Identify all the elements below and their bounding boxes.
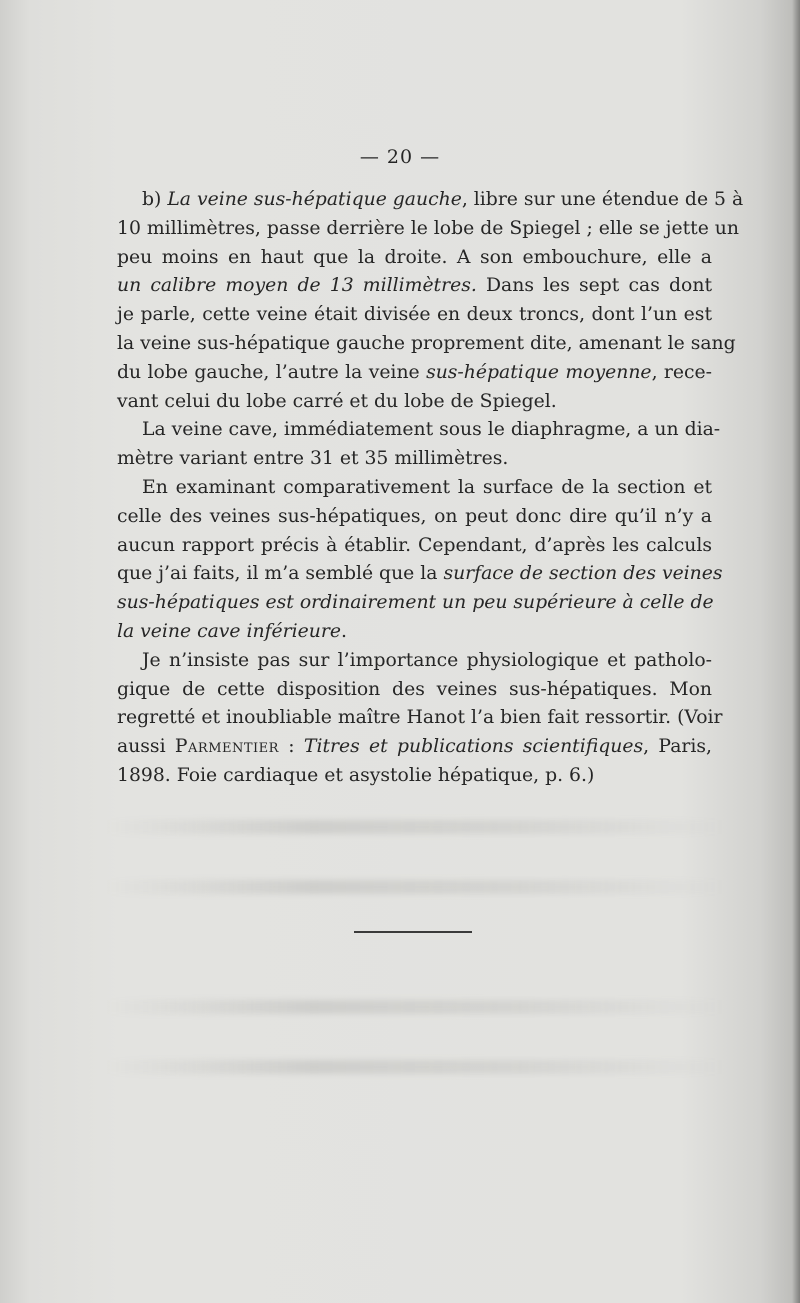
italic-text: surface de section des veines — [443, 563, 723, 585]
italic-text: un calibre moyen de 13 millimètres. — [117, 275, 477, 297]
text-line — [117, 618, 712, 647]
text-span: . — [340, 620, 347, 642]
text-span: aussi — [117, 736, 175, 758]
italic-text: La veine sus-hépatique gauche — [167, 189, 462, 210]
text-line: Je n’insiste pas sur l’importance physiologique et patholo- — [142, 649, 712, 671]
text-span: que j’ai faits, il m’a semblé que la — [117, 563, 444, 585]
text-line: peu moins en haut que la droite. A son embouchure, elle a — [117, 246, 712, 268]
text-line — [117, 733, 712, 762]
text-line — [117, 359, 712, 388]
text-span: du lobe gauche, l’autre la veine — [117, 361, 427, 383]
author-name: Parmentier — [174, 736, 279, 758]
text-span: , Paris, — [643, 736, 712, 758]
bleed-through-shadow — [105, 820, 725, 834]
paragraph-left-hepatic-vein — [117, 186, 744, 416]
text-line: la veine sus-hépatique gauche proprement dite, amenant le sang — [117, 332, 736, 354]
bleed-through-shadow — [105, 880, 725, 894]
italic-text: Titres et publications scientifiques — [303, 736, 644, 758]
bleed-through-shadow — [105, 1060, 725, 1074]
text-span: , libre sur une étendue de 5 à — [461, 189, 744, 210]
italic-text: la veine cave inférieure — [117, 620, 341, 642]
bleed-through-shadow — [105, 1000, 725, 1014]
body-text — [117, 186, 744, 791]
text-span: , rece- — [651, 361, 713, 383]
text-line — [117, 589, 712, 618]
text-span: : — [278, 736, 304, 758]
italic-text: sus-hépatiques est ordinairement un peu supérieure à celle de — [117, 592, 714, 614]
paragraph-section-comparison — [117, 474, 723, 647]
text-line — [117, 560, 723, 589]
paragraph-physiological-importance — [117, 647, 723, 791]
text-line: mètre variant entre 31 et 35 millimètres. — [117, 448, 509, 470]
text-line: vant celui du lobe carré et du lobe de Spiegel. — [117, 390, 557, 412]
text-line: celle des veines sus-hépatiques, on peut donc dire qu’il n’y a — [117, 505, 712, 527]
text-line — [117, 272, 712, 301]
text-line: aucun rapport précis à établir. Cependant, d’après les calculs — [117, 534, 712, 556]
text-line: La veine cave, immédiatement sous le diaphragme, a un dia- — [142, 419, 721, 441]
text-line: je parle, cette veine était divisée en deux troncs, dont l’un est — [117, 304, 712, 326]
text-line: regretté et inoubliable maître Hanot l’a bien fait ressortir. (Voir — [117, 707, 723, 729]
end-rule — [354, 931, 472, 933]
text-span: b) — [142, 189, 168, 210]
page-edge-shadow — [792, 0, 800, 1303]
text-line: En examinant comparativement la surface de la section et — [142, 476, 712, 498]
text-line — [117, 186, 744, 215]
page-number: — 20 — — [359, 146, 441, 168]
italic-text: sus-hépatique moyenne — [426, 361, 652, 383]
text-line: gique de cette disposition des veines sus-hépatiques. Mon — [117, 678, 712, 700]
text-line: 10 millimètres, passe derrière le lobe de Spiegel ; elle se jette un — [117, 217, 739, 239]
text-span: Dans les sept cas dont — [476, 275, 712, 297]
text-line: 1898. Foie cardiaque et asystolie hépatique, p. 6.) — [117, 764, 595, 786]
paragraph-vena-cava — [117, 416, 721, 474]
